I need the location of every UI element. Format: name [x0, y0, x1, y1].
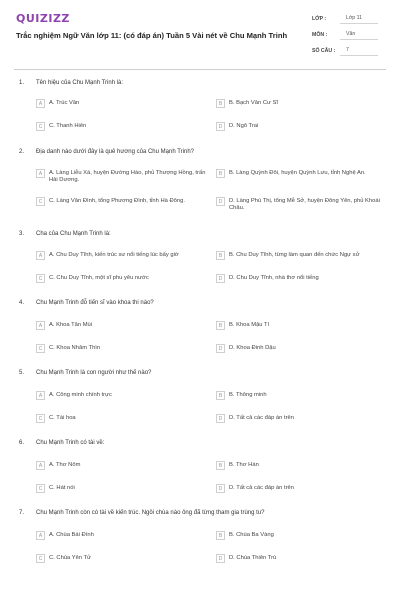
option-letter: C	[36, 414, 45, 423]
option-text: B. Thông minh	[229, 391, 267, 398]
option-letter: A	[36, 169, 45, 178]
meta-label: SỐ CÂU :	[312, 48, 336, 54]
option-letter: C	[36, 484, 45, 493]
option-d[interactable]	[216, 343, 391, 357]
worksheet-title: Trắc nghiệm Ngữ Văn lớp 11: (có đáp án) Tuần 5 Vài nét về Chu Mạnh Trinh	[16, 31, 288, 40]
option-b[interactable]	[216, 390, 391, 404]
option-letter: B	[216, 461, 225, 470]
question-stem: Tên hiệu của Chu Mạnh Trinh là:	[36, 80, 124, 86]
option-letter: B	[216, 321, 225, 330]
question-stem: Cha của Chu Mạnh Trinh là:	[36, 231, 111, 237]
option-letter: B	[216, 99, 225, 108]
option-letter: D	[216, 344, 225, 353]
option-b[interactable]	[216, 460, 391, 474]
option-c[interactable]	[36, 196, 211, 216]
option-a[interactable]	[36, 460, 211, 474]
option-d[interactable]	[216, 121, 391, 135]
question-stem: Chu Mạnh Trinh có tài về:	[36, 440, 105, 446]
question-number: 4.	[18, 300, 24, 306]
option-letter: D	[216, 197, 225, 206]
option-text: C. Hát nói	[49, 484, 75, 491]
option-b[interactable]	[216, 530, 391, 544]
option-b[interactable]	[216, 168, 391, 188]
option-text: D. Chùa Thiên Trù	[229, 554, 277, 561]
option-letter: D	[216, 484, 225, 493]
question-number: 3.	[18, 231, 24, 237]
option-letter: C	[36, 554, 45, 563]
option-letter: D	[216, 554, 225, 563]
meta-label: LỚP :	[312, 16, 327, 22]
meta-value: Văn	[340, 31, 378, 40]
option-c[interactable]	[36, 553, 211, 567]
option-letter: D	[216, 414, 225, 423]
option-letter: B	[216, 391, 225, 400]
option-b[interactable]	[216, 98, 391, 112]
option-d[interactable]	[216, 196, 391, 216]
option-text: B. Khoa Mậu Tí	[229, 321, 270, 328]
question-number: 6.	[18, 440, 24, 446]
option-a[interactable]	[36, 98, 211, 112]
question-number: 2.	[18, 149, 24, 155]
option-text: D. Tất cả các đáp án trên	[229, 414, 294, 421]
option-letter: B	[216, 531, 225, 540]
option-letter: C	[36, 344, 45, 353]
option-text: B. Chùa Ba Vàng	[229, 531, 274, 538]
option-text: C. Làng Vân Đình, tổng Phương Đình, tỉnh Hà Đông.	[49, 197, 185, 204]
quizizz-logo: QUIZIZZ	[16, 12, 70, 25]
option-text: A. Khoa Tân Mùi	[49, 321, 93, 328]
option-letter: A	[36, 391, 45, 400]
option-text: B. Làng Quỳnh Đôi, huyện Quỳnh Lưu, tỉnh Nghệ An.	[229, 169, 366, 176]
option-letter: A	[36, 99, 45, 108]
option-a[interactable]	[36, 390, 211, 404]
option-c[interactable]	[36, 121, 211, 135]
option-letter: D	[216, 122, 225, 131]
worksheet-meta	[312, 10, 378, 58]
worksheet-header	[14, 0, 386, 70]
option-a[interactable]	[36, 250, 211, 264]
option-text: A. Chu Duy Tĩnh, kiến trúc sư nổi tiếng lúc bấy giờ	[49, 251, 179, 258]
option-a[interactable]	[36, 530, 211, 544]
question-stem: Chu Mạnh Trinh đỗ tiến sĩ vào khoa thi nào?	[36, 300, 154, 306]
meta-value: Lớp 11	[340, 15, 378, 24]
option-letter: D	[216, 274, 225, 283]
option-text: B. Chu Duy Tĩnh, từng làm quan đến chức Ngự sử	[229, 251, 360, 258]
question-stem: Địa danh nào dưới đây là quê hương của Chu Mạnh Trinh?	[36, 149, 195, 155]
option-text: B. Thơ Hán	[229, 461, 259, 468]
option-letter: A	[36, 321, 45, 330]
option-c[interactable]	[36, 483, 211, 497]
question-number: 5.	[18, 370, 24, 376]
option-b[interactable]	[216, 250, 391, 264]
option-letter: B	[216, 251, 225, 260]
question-number: 1.	[18, 80, 24, 86]
question-number: 7.	[18, 510, 24, 516]
option-letter: C	[36, 274, 45, 283]
meta-value: 7	[340, 47, 378, 56]
option-text: D. Ngô Trai	[229, 122, 259, 129]
option-d[interactable]	[216, 413, 391, 427]
question-stem: Chu Mạnh Trinh là con người như thế nào?	[36, 370, 152, 376]
option-letter: A	[36, 531, 45, 540]
option-a[interactable]	[36, 320, 211, 334]
option-text: C. Chu Duy Tĩnh, một sĩ phu yêu nước	[49, 274, 149, 281]
option-text: C. Thanh Hiên	[49, 122, 87, 129]
option-text: D. Khoa Đinh Dậu	[229, 344, 276, 351]
option-text: A. Làng Liễu Xá, huyện Đường Hào, phủ Thượng Hồng, trấn Hải Dương.	[49, 169, 206, 183]
option-text: A. Trúc Vân	[49, 99, 80, 106]
option-c[interactable]	[36, 413, 211, 427]
option-b[interactable]	[216, 320, 391, 334]
meta-row-subject	[312, 26, 378, 40]
option-text: C. Khoa Nhâm Thìn	[49, 344, 101, 351]
option-text: C. Chùa Yên Tử	[49, 554, 92, 561]
option-text: D. Làng Phú Thị, tổng Mễ Sở, huyện Đông Yên, phủ Khoái Châu.	[229, 197, 380, 211]
option-text: A. Thơ Nôm	[49, 461, 81, 468]
option-letter: B	[216, 169, 225, 178]
option-text: A. Công minh chính trực	[49, 391, 112, 398]
option-letter: C	[36, 122, 45, 131]
option-text: D. Chu Duy Tĩnh, nhà thơ nổi tiếng	[229, 274, 319, 281]
option-letter: A	[36, 461, 45, 470]
option-letter: C	[36, 197, 45, 206]
option-d[interactable]	[216, 553, 391, 567]
option-a[interactable]	[36, 168, 211, 188]
option-text: D. Tất cả các đáp án trên	[229, 484, 294, 491]
option-d[interactable]	[216, 273, 391, 287]
option-d[interactable]	[216, 483, 391, 497]
option-c[interactable]	[36, 273, 211, 287]
meta-row-question-count	[312, 42, 378, 56]
meta-label: MÔN :	[312, 32, 328, 38]
option-text: C. Tài hoa	[49, 414, 76, 421]
option-text: A. Chùa Bái Đính	[49, 531, 94, 538]
meta-row-class	[312, 10, 378, 24]
option-letter: A	[36, 251, 45, 260]
option-c[interactable]	[36, 343, 211, 357]
question-stem: Chu Mạnh Trinh còn có tài về kiến trúc. Ngôi chùa nào ông đã từng tham gia trùng tu?	[36, 510, 265, 516]
option-text: B. Bạch Vân Cư Sĩ	[229, 99, 278, 106]
